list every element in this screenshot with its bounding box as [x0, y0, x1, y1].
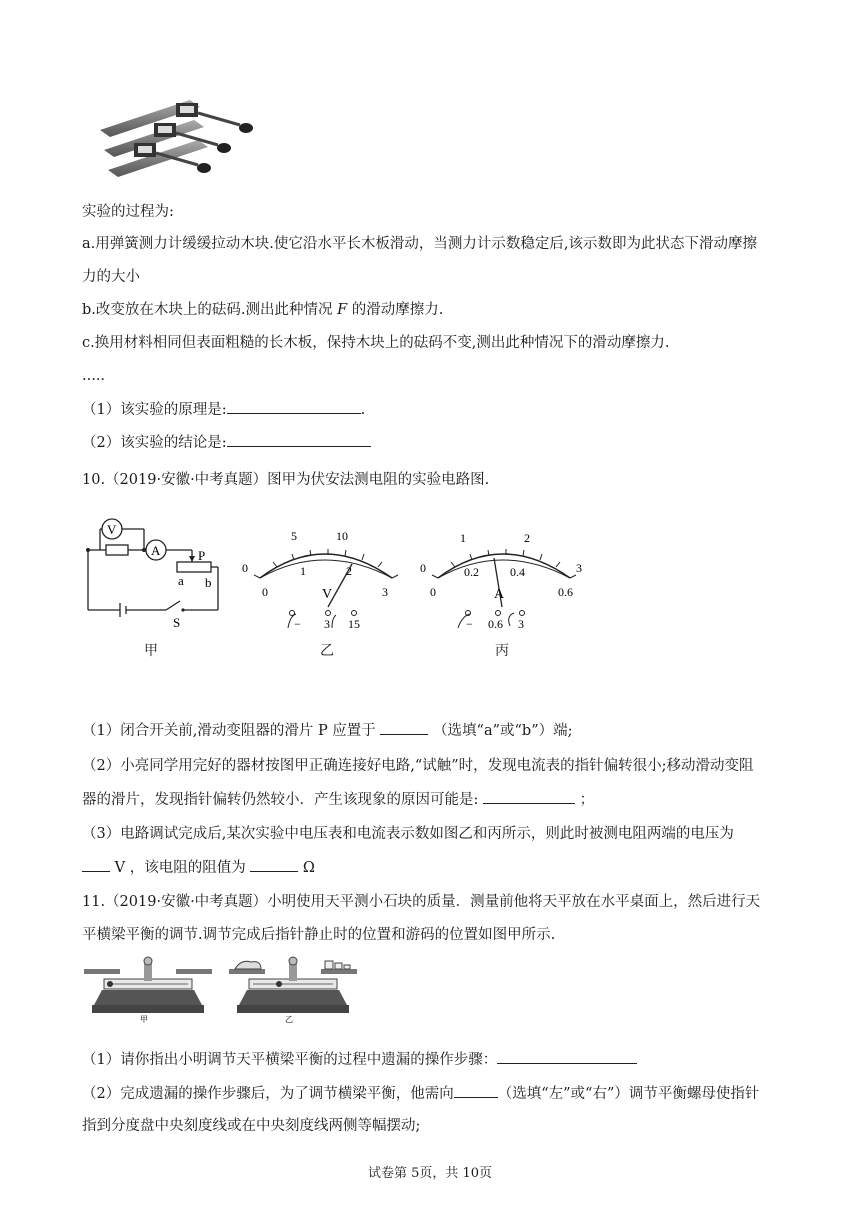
- voltmeter-bottom-tick-2: 2: [346, 564, 352, 578]
- ammeter-unit-symbol: A: [494, 587, 505, 602]
- q10-part1-blank[interactable]: [380, 720, 428, 735]
- q9-part1: [82, 399, 365, 420]
- voltmeter-terminal-15: 15: [348, 617, 360, 630]
- step-a-line1: a.用弹簧测力计缓缓拉动木块.使它沿水平长木板滑动，当测力计示数稳定后,该示数即为此状态下滑动摩擦: [82, 236, 757, 252]
- voltmeter-top-tick-1: 5: [291, 529, 297, 543]
- ammeter-top-tick-0: 0: [420, 561, 426, 575]
- q10-part3-unit1: V ，该电阻的阻值为: [110, 860, 251, 876]
- balance-figures: [82, 955, 372, 1025]
- step-c: c.换用材料相同但表面粗糙的长木板，保持木块上的砝码不变,测出此种情况下的滑动摩擦力.: [82, 335, 670, 351]
- circuit-diagram: [80, 515, 240, 635]
- voltmeter-top-tick-0: 0: [242, 561, 248, 575]
- q11-part2-pre: （2）完成遗漏的操作步骤后，为了调节横梁平衡，他需向: [82, 1086, 454, 1102]
- figure-caption-yi: 乙: [320, 643, 334, 659]
- q10-part2-line1: （2）小亮同学用完好的器材按图甲正确连接好电路,“试触”时，发现电流表的指针偏转很小;移动滑动变阻: [82, 758, 754, 774]
- q11-part2-blank[interactable]: [454, 1083, 498, 1098]
- terminal-a-label: a: [178, 573, 184, 588]
- page-footer: 试卷第 5页，共 10页: [367, 1166, 493, 1181]
- voltmeter-terminal-neg: −: [294, 617, 301, 630]
- ammeter-top-tick-1: 1: [460, 531, 466, 545]
- q11-part2-line1: [82, 1083, 759, 1104]
- ammeter-top-tick-2: 2: [524, 531, 530, 545]
- switch-s-label: S: [173, 615, 181, 630]
- ellipsis: .....: [82, 368, 106, 384]
- q9-part1-blank[interactable]: [227, 399, 361, 414]
- q11-part2-line2: 指到分度盘中央刻度线或在中央刻度线两侧等幅摆动;: [82, 1118, 421, 1134]
- ammeter-terminal-3: 3: [518, 617, 524, 630]
- ammeter-bottom-tick-1: 0.2: [464, 565, 479, 579]
- step-b-post: 的滑动摩擦力.: [347, 302, 444, 318]
- step-b-variable: F: [337, 302, 348, 318]
- q10-part3-unit2: Ω: [298, 860, 315, 876]
- q10-part1-pre: （1）闭合开关前,滑动变阻器的滑片 P 应置于: [82, 723, 381, 739]
- q9-part2-blank[interactable]: [227, 432, 371, 447]
- q10-part2-blank[interactable]: [483, 789, 575, 804]
- slider-p-label: P: [198, 548, 206, 563]
- q10-part2-line2: [82, 789, 594, 810]
- q11-part1-text: （1）请你指出小明调节天平横梁平衡的过程中遗漏的操作步骤：: [82, 1052, 498, 1068]
- q9-part2: [82, 432, 371, 453]
- q10-part3-line2: [82, 857, 315, 878]
- voltmeter-bottom-tick-0: 0: [262, 585, 268, 599]
- balance-caption-yi: 乙: [285, 1015, 293, 1024]
- q9-part1-text: （1）该实验的原理是:: [82, 402, 227, 418]
- q10-resistance-blank[interactable]: [250, 857, 298, 872]
- figure-caption-bing: 丙: [495, 643, 509, 659]
- q10-voltage-blank[interactable]: [82, 857, 110, 872]
- q10-part1-post: （选填“a”或“b”）端;: [428, 723, 573, 739]
- step-a-line2: 力的大小: [82, 269, 140, 285]
- procedure-intro: 实验的过程为:: [82, 204, 174, 220]
- q11-part1-blank[interactable]: [497, 1049, 637, 1064]
- figure-caption-jia: 甲: [144, 643, 158, 659]
- voltmeter-symbol: V: [107, 522, 117, 537]
- voltmeter-unit-symbol: V: [322, 587, 333, 602]
- q9-part2-text: （2）该实验的结论是:: [82, 435, 227, 451]
- voltmeter-dial: [232, 520, 412, 630]
- q10-part3-line1: （3）电路调试完成后,某次实验中电压表和电流表示数如图乙和丙所示，则此时被测电阻两端的电压为: [82, 826, 734, 842]
- voltmeter-top-tick-2: 10: [336, 529, 348, 543]
- voltmeter-bottom-tick-1: 1: [300, 564, 306, 578]
- ammeter-dial: [410, 520, 600, 630]
- q11-part1: [82, 1049, 637, 1070]
- step-b-pre: b.改变放在木块上的砝码.测出此种情况: [82, 302, 338, 318]
- q10-part2-post: ；: [575, 792, 595, 808]
- q10-title: 10.（2019·安徽·中考真题）图甲为伏安法测电阻的实验电路图.: [82, 472, 490, 488]
- ammeter-bottom-tick-0: 0: [430, 585, 436, 599]
- ammeter-bottom-tick-2: 0.4: [510, 565, 525, 579]
- ammeter-terminal-0-6: 0.6: [488, 617, 503, 630]
- step-b: [82, 300, 443, 320]
- q11-part2-post: （选填“左”或“右”）调节平衡螺母使指针: [497, 1086, 760, 1102]
- ammeter-symbol: A: [151, 543, 161, 558]
- ammeter-bottom-tick-3: 0.6: [558, 585, 573, 599]
- voltmeter-bottom-tick-3: 3: [382, 585, 388, 599]
- q11-title-line2: 平横梁平衡的调节.调节完成后指针静止时的位置和游码的位置如图甲所示.: [82, 927, 556, 943]
- q10-part2-pre: 器的滑片，发现指针偏转仍然较小．产生该现象的原因可能是:: [82, 792, 483, 808]
- ammeter-terminal-neg: −: [466, 617, 473, 630]
- q9-part1-end: .: [360, 402, 366, 418]
- terminal-b-label: b: [205, 575, 212, 590]
- q11-title-line1: 11.（2019·安徽·中考真题）小明使用天平测小石块的质量．测量前他将天平放在水平桌面上，然后进行天: [82, 894, 761, 910]
- friction-experiment-figure: [90, 95, 270, 190]
- ammeter-top-tick-3: 3: [576, 561, 582, 575]
- voltmeter-terminal-3: 3: [324, 617, 330, 630]
- q10-part1: [82, 720, 573, 741]
- balance-caption-jia: 甲: [140, 1015, 148, 1024]
